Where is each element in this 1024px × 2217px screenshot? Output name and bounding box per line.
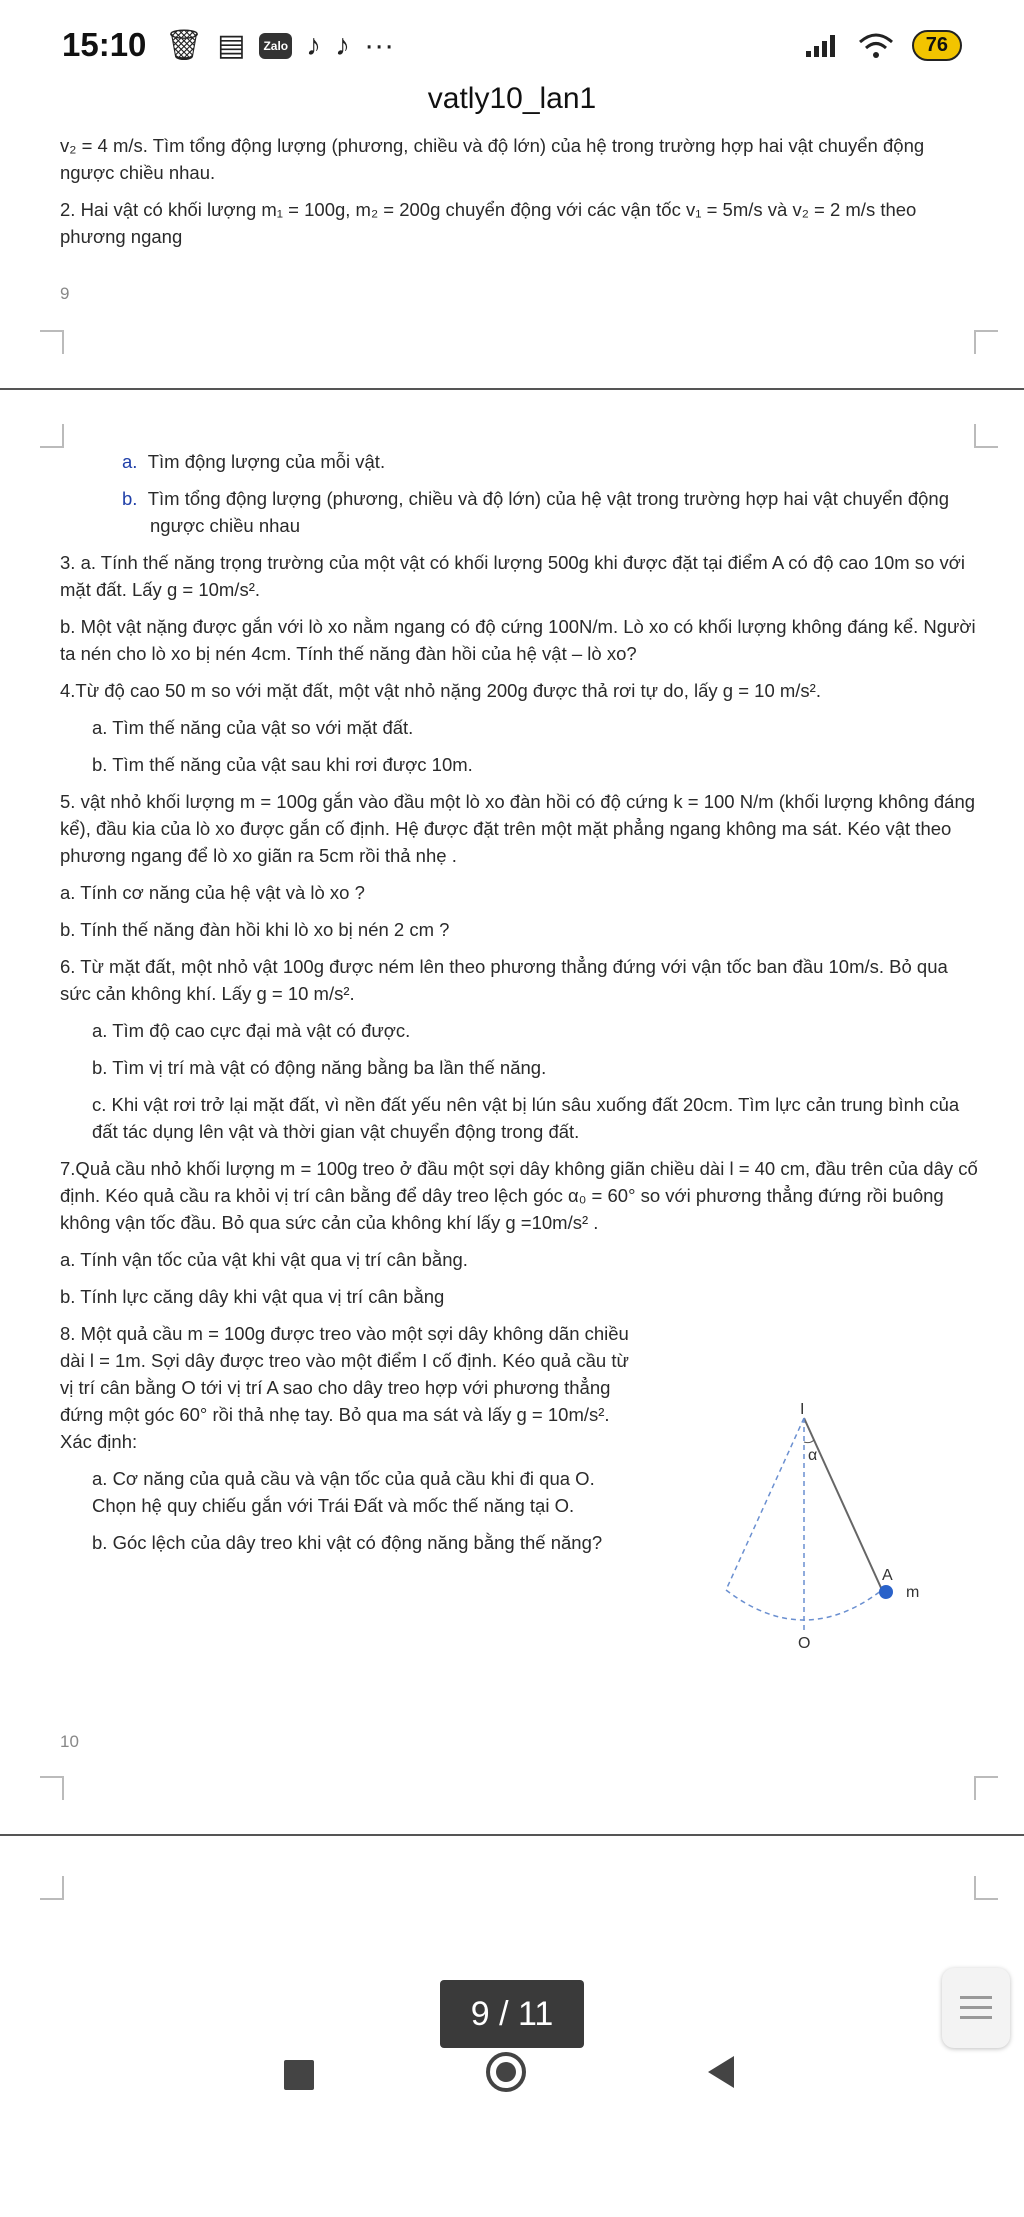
trash-icon: 🗑 [165, 29, 204, 62]
document-icon: ▤ [217, 29, 246, 62]
question-8: 8. Một quả cầu m = 100g được treo vào một sợi dây không dãn chiều dài l = 1m. Sợi dây được treo vào một điểm I cố định. Kéo quả cầu từ vị trí cân bằng O tới vị trí A sao cho dây treo hợp với phương thẳng đứng một góc 60° rồi thả nhẹ tay. Bỏ qua ma sát và lấy g = 10m/s². Xác định: [60, 1323, 629, 1452]
page-separator [0, 388, 1024, 390]
tiktok-icon-2: ♪ [335, 28, 351, 62]
question-6a: a. Tìm độ cao cực đại mà vật có được. [92, 1020, 411, 1041]
page-number: 9 [60, 284, 70, 303]
page-separator [0, 1834, 1024, 1836]
question-8a: a. Cơ năng của quả cầu và vận tốc của quả cầu khi đi qua O. Chọn hệ quy chiếu gắn với Trái Đất và mốc thế năng tại O. [92, 1468, 595, 1516]
document-title: vatly10_lan1 [427, 82, 597, 115]
question-7b: b. Tính lực căng dây khi vật qua vị trí cân bằng [60, 1286, 445, 1307]
navigation-bar [0, 2040, 1024, 2140]
question-5b: b. Tính thế năng đàn hồi khi lò xo bị nén 2 cm ? [60, 919, 450, 940]
page-number: 10 [60, 1732, 79, 1751]
signal-icon [804, 33, 840, 59]
paragraph: v₂ = 4 m/s. Tìm tổng động lượng (phương, chiều và độ lớn) của hệ trong trường hợp hai vật chuyển động ngược chiều nhau. [60, 135, 925, 183]
more-notifications-icon: ··· [364, 28, 395, 62]
pendulum-diagram [700, 1400, 940, 1670]
page-9-fragment [60, 132, 980, 260]
label-m: m [906, 1584, 920, 1601]
label-I: I [800, 1401, 805, 1418]
page-10-content [60, 448, 980, 1566]
page-corner-mark [40, 1876, 64, 1900]
label-A: A [882, 1567, 893, 1584]
question-4b: b. Tìm thế năng của vật sau khi rơi được 10m. [92, 754, 473, 775]
question-6b: b. Tìm vị trí mà vật có động năng bằng ba lần thế năng. [92, 1057, 547, 1078]
question-4: 4.Từ độ cao 50 m so với mặt đất, một vật nhỏ nặng 200g được thả rơi tự do, lấy g = 10 m/s². [60, 680, 821, 701]
wifi-icon [858, 32, 894, 60]
page-corner-mark [40, 1776, 64, 1800]
battery-indicator: 76 [912, 30, 962, 61]
recents-button[interactable] [284, 2060, 314, 2090]
page-corner-mark [40, 424, 64, 448]
page-indicator[interactable]: 9 / 11 [440, 1980, 584, 2048]
label-alpha: α [808, 1447, 818, 1464]
page-corner-mark [974, 330, 998, 354]
question-8b: b. Góc lệch của dây treo khi vật có động năng bằng thế năng? [92, 1532, 603, 1553]
back-button[interactable] [706, 2054, 736, 2090]
question-7a: a. Tính vận tốc của vật khi vật qua vị trí cân bằng. [60, 1249, 468, 1270]
home-button[interactable] [486, 2052, 526, 2092]
page-corner-mark [40, 330, 64, 354]
tiktok-icon: ♪ [306, 28, 322, 62]
page-corner-mark [974, 1776, 998, 1800]
notification-icons [165, 28, 394, 63]
question-2: 2. Hai vật có khối lượng m₁ = 100g, m₂ = 200g chuyển động với các vận tốc v₁ = 5m/s và v₂ = 2 m/s theo phương ngang [60, 199, 917, 247]
menu-icon [960, 1996, 992, 1999]
clock: 15:10 [62, 26, 147, 63]
question-4a: a. Tìm thế năng của vật so với mặt đất. [92, 717, 414, 738]
page-corner-mark [974, 1876, 998, 1900]
item-a: a. Tìm động lượng của mỗi vật. [122, 451, 386, 472]
item-b: b. Tìm tổng động lượng (phương, chiều và độ lớn) của hệ vật trong trường hợp hai vật chuyển động ngược chiều nhau [122, 488, 949, 536]
ball [879, 1585, 893, 1599]
menu-button[interactable] [942, 1968, 1010, 2048]
question-6: 6. Từ mặt đất, một nhỏ vật 100g được ném lên theo phương thẳng đứng với vận tốc ban đầu 10m/s. Bỏ qua sức cản không khí. Lấy g = 10 m/s². [60, 956, 948, 1004]
question-6c: c. Khi vật rơi trở lại mặt đất, vì nền đất yếu nên vật bị lún sâu xuống đất 20cm. Tìm lực cản trung bình của đất tác dụng lên vật và thời gian vật chuyển động trong đất. [92, 1094, 960, 1142]
label-O: O [798, 1635, 811, 1652]
question-3b: b. Một vật nặng được gắn với lò xo nằm ngang có độ cứng 100N/m. Lò xo có khối lượng không đáng kể. Người ta nén cho lò xo bị nén 4cm. Tính thế năng đàn hồi của hệ vật – lò xo? [60, 616, 976, 664]
page-corner-mark [974, 424, 998, 448]
question-5a: a. Tính cơ năng của hệ vật và lò xo ? [60, 882, 365, 903]
question-5: 5. vật nhỏ khối lượng m = 100g gắn vào đầu một lò xo đàn hồi có độ cứng k = 100 N/m (khối lượng không đáng kể), đầu kia của lò xo được gắn cố định. Hệ được đặt trên một mặt phẳng ngang không ma sát. Kéo vật theo phương ngang để lò xo giãn ra 5cm rồi thả nhẹ . [60, 791, 976, 866]
zalo-icon: Zalo [259, 33, 292, 59]
question-7: 7.Quả cầu nhỏ khối lượng m = 100g treo ở đầu một sợi dây không giãn chiều dài l = 40 cm, đầu trên của dây cố định. Kéo quả cầu ra khỏi vị trí cân bằng để dây treo lệch góc α₀ = 60° so với phương thẳng đứng rồi buông không vận tốc đầu. Bỏ qua sức cản của không khí lấy g =10m/s² . [60, 1158, 978, 1233]
question-3a: 3. a. Tính thế năng trọng trường của một vật có khối lượng 500g khi được đặt tại điểm A có độ cao 10m so với mặt đất. Lấy g = 10m/s². [60, 552, 965, 600]
